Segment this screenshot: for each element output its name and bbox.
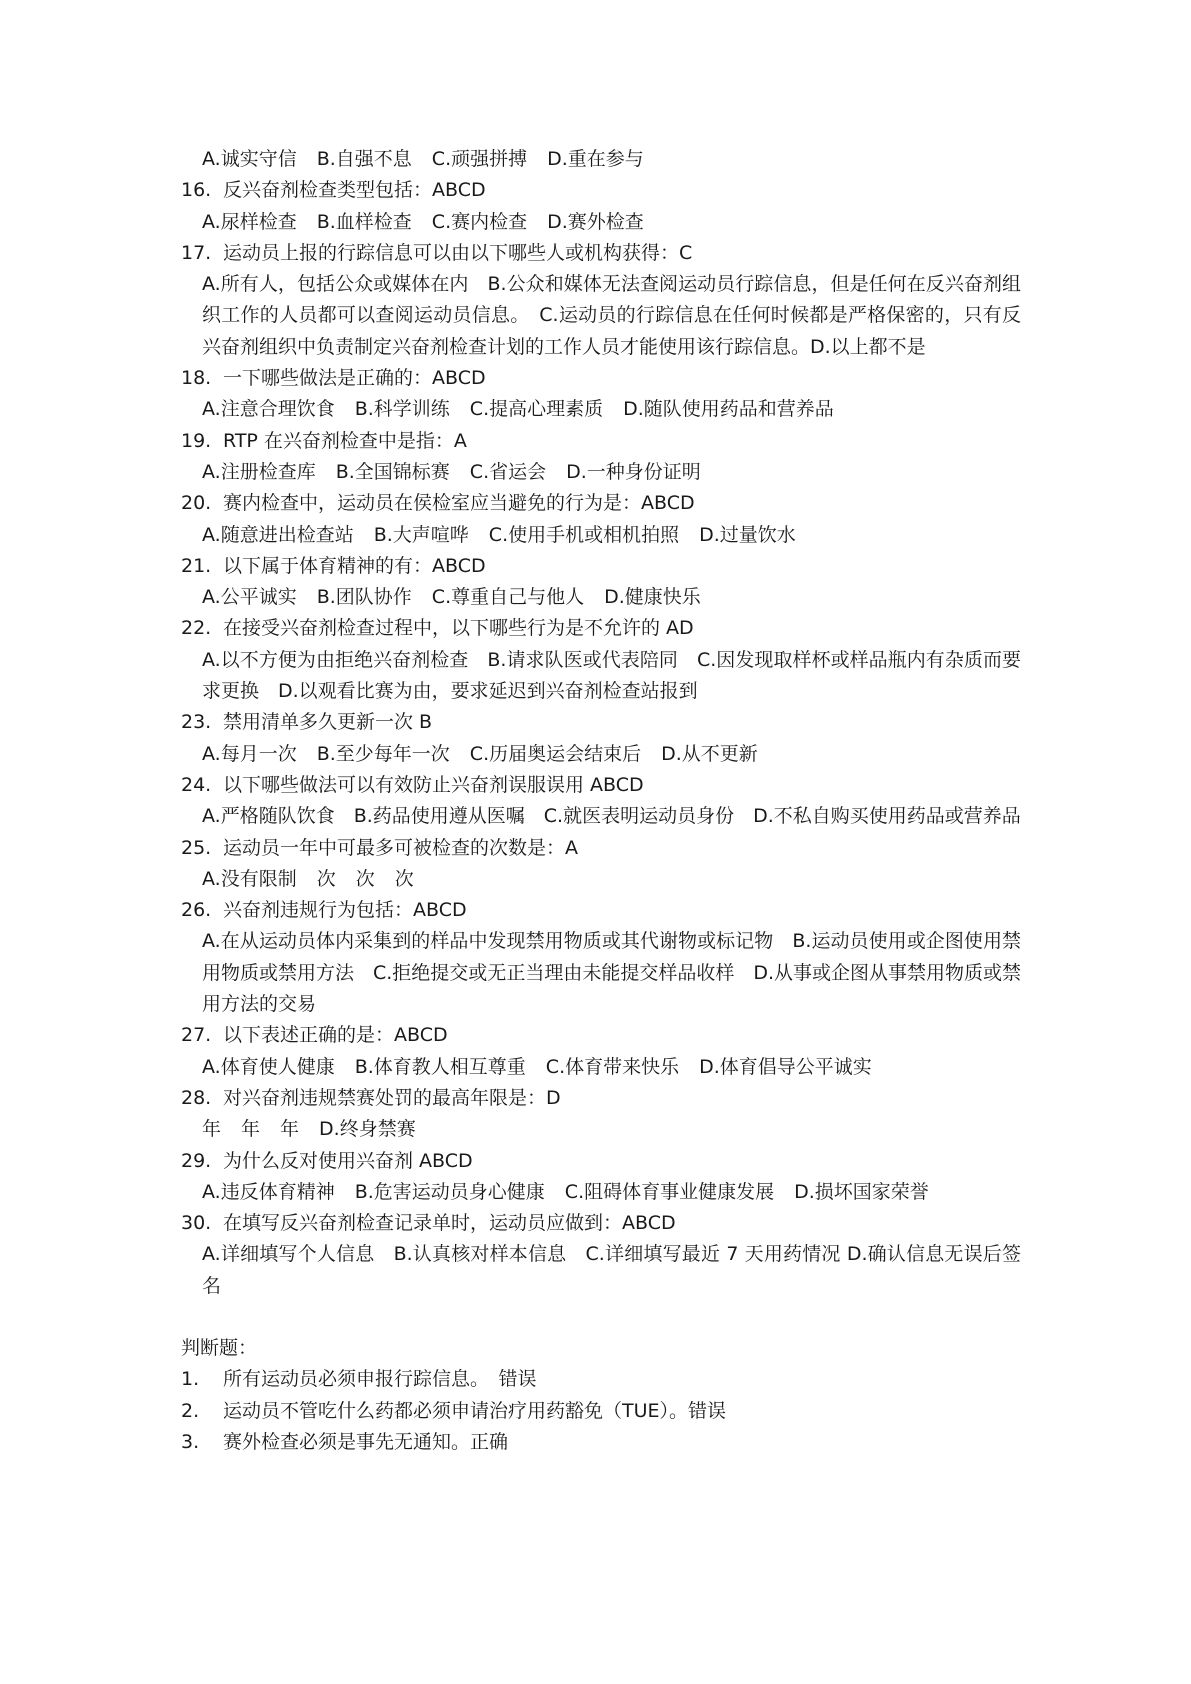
judgement-1: 1. 所有运动员必须申报行踪信息。 错误 <box>181 1368 537 1391</box>
question-21: 21. 以下属于体育精神的有：ABCD <box>181 554 486 577</box>
question-27: 27. 以下表述正确的是：ABCD <box>181 1024 448 1047</box>
question-list <box>181 144 1021 1458</box>
q17-options: A.所有人，包括公众或媒体在内 B.公众和媒体无法查阅运动员行踪信息，但是任何在反兴奋剂组织工作的人员都可以查阅运动员信息。 C.运动员的行踪信息在任何时候都是严格保密的，只有反兴奋剂组织中负责制定兴奋剂检查计划的工作人员才能使用该行踪信息。D.以上都不是 <box>202 273 1021 358</box>
question-18: 18. 一下哪些做法是正确的：ABCD <box>181 367 486 390</box>
q22-options: A.以不方便为由拒绝兴奋剂检查 B.请求队医或代表陪同 C.因发现取样杯或样品瓶内有杂质而要求更换 D.以观看比赛为由，要求延迟到兴奋剂检查站报到 <box>202 648 1021 703</box>
q28-options: 年 年 年 D.终身禁赛 <box>202 1118 416 1141</box>
q27-options: A.体育使人健康 B.体育教人相互尊重 C.体育带来快乐 D.体育倡导公平诚实 <box>202 1055 872 1078</box>
question-29: 29. 为什么反对使用兴奋剂 ABCD <box>181 1149 473 1172</box>
option: A.诚实守信 <box>202 148 297 170</box>
option: C.顽强拼搏 <box>431 148 528 170</box>
question-22: 22. 在接受兴奋剂检查过程中，以下哪些行为是不允许的 AD <box>181 617 694 640</box>
section-gap <box>181 1302 1021 1333</box>
judgement-section-title: 判断题： <box>181 1336 258 1359</box>
q29-options: A.违反体育精神 B.危害运动员身心健康 C.阻碍体育事业健康发展 D.损坏国家荣誉 <box>202 1180 929 1203</box>
option: B.自强不息 <box>316 148 412 170</box>
question-17: 17. 运动员上报的行踪信息可以由以下哪些人或机构获得：C <box>181 241 693 264</box>
q16-options: A.尿样检查 B.血样检查 C.赛内检查 D.赛外检查 <box>202 210 644 233</box>
question-26: 26. 兴奋剂违规行为包括：ABCD <box>181 899 467 922</box>
question-16: 16. 反兴奋剂检查类型包括：ABCD <box>181 179 486 202</box>
question-30: 30. 在填写反兴奋剂检查记录单时，运动员应做到：ABCD <box>181 1212 676 1235</box>
question-23: 23. 禁用清单多久更新一次 B <box>181 711 433 734</box>
q23-options: A.每月一次 B.至少每年一次 C.历届奥运会结束后 D.从不更新 <box>202 742 758 765</box>
judgement-3: 3. 赛外检查必须是事先无通知。正确 <box>181 1430 509 1453</box>
q18-options: A.注意合理饮食 B.科学训练 C.提高心理素质 D.随队使用药品和营养品 <box>202 398 834 421</box>
option: D.重在参与 <box>547 148 644 170</box>
q30-options: A.详细填写个人信息 B.认真核对样本信息 C.详细填写最近 7 天用药情况 D.确认信息无误后签名 <box>202 1243 1021 1297</box>
q26-options: A.在从运动员体内采集到的样品中发现禁用物质或其代谢物或标记物 B.运动员使用或企图使用禁用物质或禁用方法 C.拒绝提交或无正当理由未能提交样品收样 D.从事或企图从事禁用物质或禁用方法的交易 <box>202 930 1021 1016</box>
q19-options: A.注册检查库 B.全国锦标赛 C.省运会 D.一种身份证明 <box>202 460 701 483</box>
q15-options <box>181 144 1021 175</box>
q21-options: A.公平诚实 B.团队协作 C.尊重自己与他人 D.健康快乐 <box>202 586 701 609</box>
q20-options: A.随意进出检查站 B.大声喧哗 C.使用手机或相机拍照 D.过量饮水 <box>202 523 796 546</box>
question-24: 24. 以下哪些做法可以有效防止兴奋剂误服误用 ABCD <box>181 773 644 796</box>
q24-options: A.严格随队饮食 B.药品使用遵从医嘱 C.就医表明运动员身份 D.不私自购买使用药品或营养品 <box>202 805 1021 828</box>
q25-options: A.没有限制 次 次 次 <box>202 867 414 890</box>
question-19: 19. RTP 在兴奋剂检查中是指：A <box>181 429 467 452</box>
question-20: 20. 赛内检查中，运动员在侯检室应当避免的行为是：ABCD <box>181 492 695 515</box>
question-28: 28. 对兴奋剂违规禁赛处罚的最高年限是：D <box>181 1086 561 1109</box>
judgement-2: 2. 运动员不管吃什么药都必须申请治疗用药豁免（TUE）。错误 <box>181 1399 727 1422</box>
question-25: 25. 运动员一年中可最多可被检查的次数是：A <box>181 836 578 859</box>
